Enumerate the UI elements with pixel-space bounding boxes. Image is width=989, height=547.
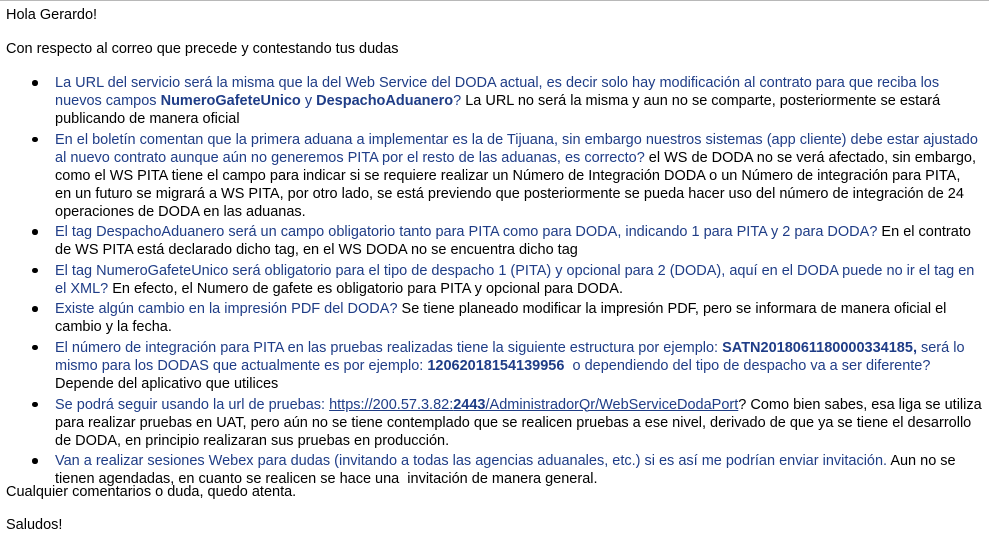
list-item: En el boletín comentan que la primera aduana a implementar es la de Tijuana, sin embargo nuestros sistemas (app cliente) debe estar ajustado al nuevo contrato aunque aún no generemos PITA por el resto de las aduanas, es correcto? el WS de DODA no se verá afectado, sin embargo, como el WS PITA tiene el campo para indicar si se requiere realizar un Número de Integración DODA o un Número de integración para PITA, en un futuro se migrará a WS PITA, por otro lado, se está previendo que posteriormente se pueda hacer uso del número de integración de 24 operaciones de DODA en las aduanas. [0,131,989,221]
bullet-icon [32,345,38,351]
test-url-link[interactable]: https://200.57.3.82:2443/AdministradorQr/WebServiceDodaPort [329,396,739,413]
bullet-icon [32,229,38,235]
intro-text: Con respecto al correo que precede y contestando tus dudas [6,41,399,57]
bullet-icon [32,137,38,143]
list-item: Se podrá seguir usando la url de pruebas: https://200.57.3.82:2443/AdministradorQr/WebServiceDodaPort? Como bien sabes, esa liga se utiliza para realizar pruebas en UAT, pero aún no se tiene contemplado que se realicen pruebas a ese nivel, derivado de que ya se tiene el desarrollo de DODA, en principio realizaran sus pruebas en producción. [0,396,989,450]
closing-text: Cualquier comentarios o duda, quedo atenta. [6,484,297,500]
questions-list [0,74,989,491]
bullet-icon [32,458,38,464]
bullet-icon [32,268,38,274]
greeting: Hola Gerardo! [6,7,98,23]
list-item: El tag DespachoAduanero será un campo obligatorio tanto para PITA como para DODA, indicando 1 para PITA y 2 para DODA? En el contrato de WS PITA está declarado dicho tag, en el WS DODA no se encuentra dicho tag [0,223,989,259]
list-item: Existe algún cambio en la impresión PDF del DODA? Se tiene planeado modificar la impresión PDF, pero se informara de manera oficial el cambio y la fecha. [0,300,989,336]
list-item: El tag NumeroGafeteUnico será obligatorio para el tipo de despacho 1 (PITA) y opcional para 2 (DODA), aquí en el DODA puede no ir el tag en el XML? En efecto, el Numero de gafete es obligatorio para PITA y opcional para DODA. [0,262,989,298]
list-item: Van a realizar sesiones Webex para dudas (invitando a todas las agencias aduanales, etc.) si es así me podrían enviar invitación. Aun no se tienen agendadas, en cuanto se realicen se hace una invitación de manera general. [0,452,989,488]
bullet-icon [32,80,38,86]
list-item: El número de integración para PITA en las pruebas realizadas tiene la siguiente estructura por ejemplo: SATN2018061180000334185, será lo mismo para los DODAS que actualmente es por ejemplo: 12062018154139956 o dependiendo del tipo de despacho va a ser diferente? Depende del aplicativo que utilices [0,339,989,393]
list-item: La URL del servicio será la misma que la del Web Service del DODA actual, es decir solo hay modificación al contrato para que reciba los nuevos campos NumeroGafeteUnico y DespachoAduanero? La URL no será la misma y aun no se comparte, posteriormente se estará publicando de manera oficial [0,74,989,128]
bullet-icon [32,306,38,312]
signoff-text: Saludos! [6,517,63,533]
bullet-icon [32,402,38,408]
